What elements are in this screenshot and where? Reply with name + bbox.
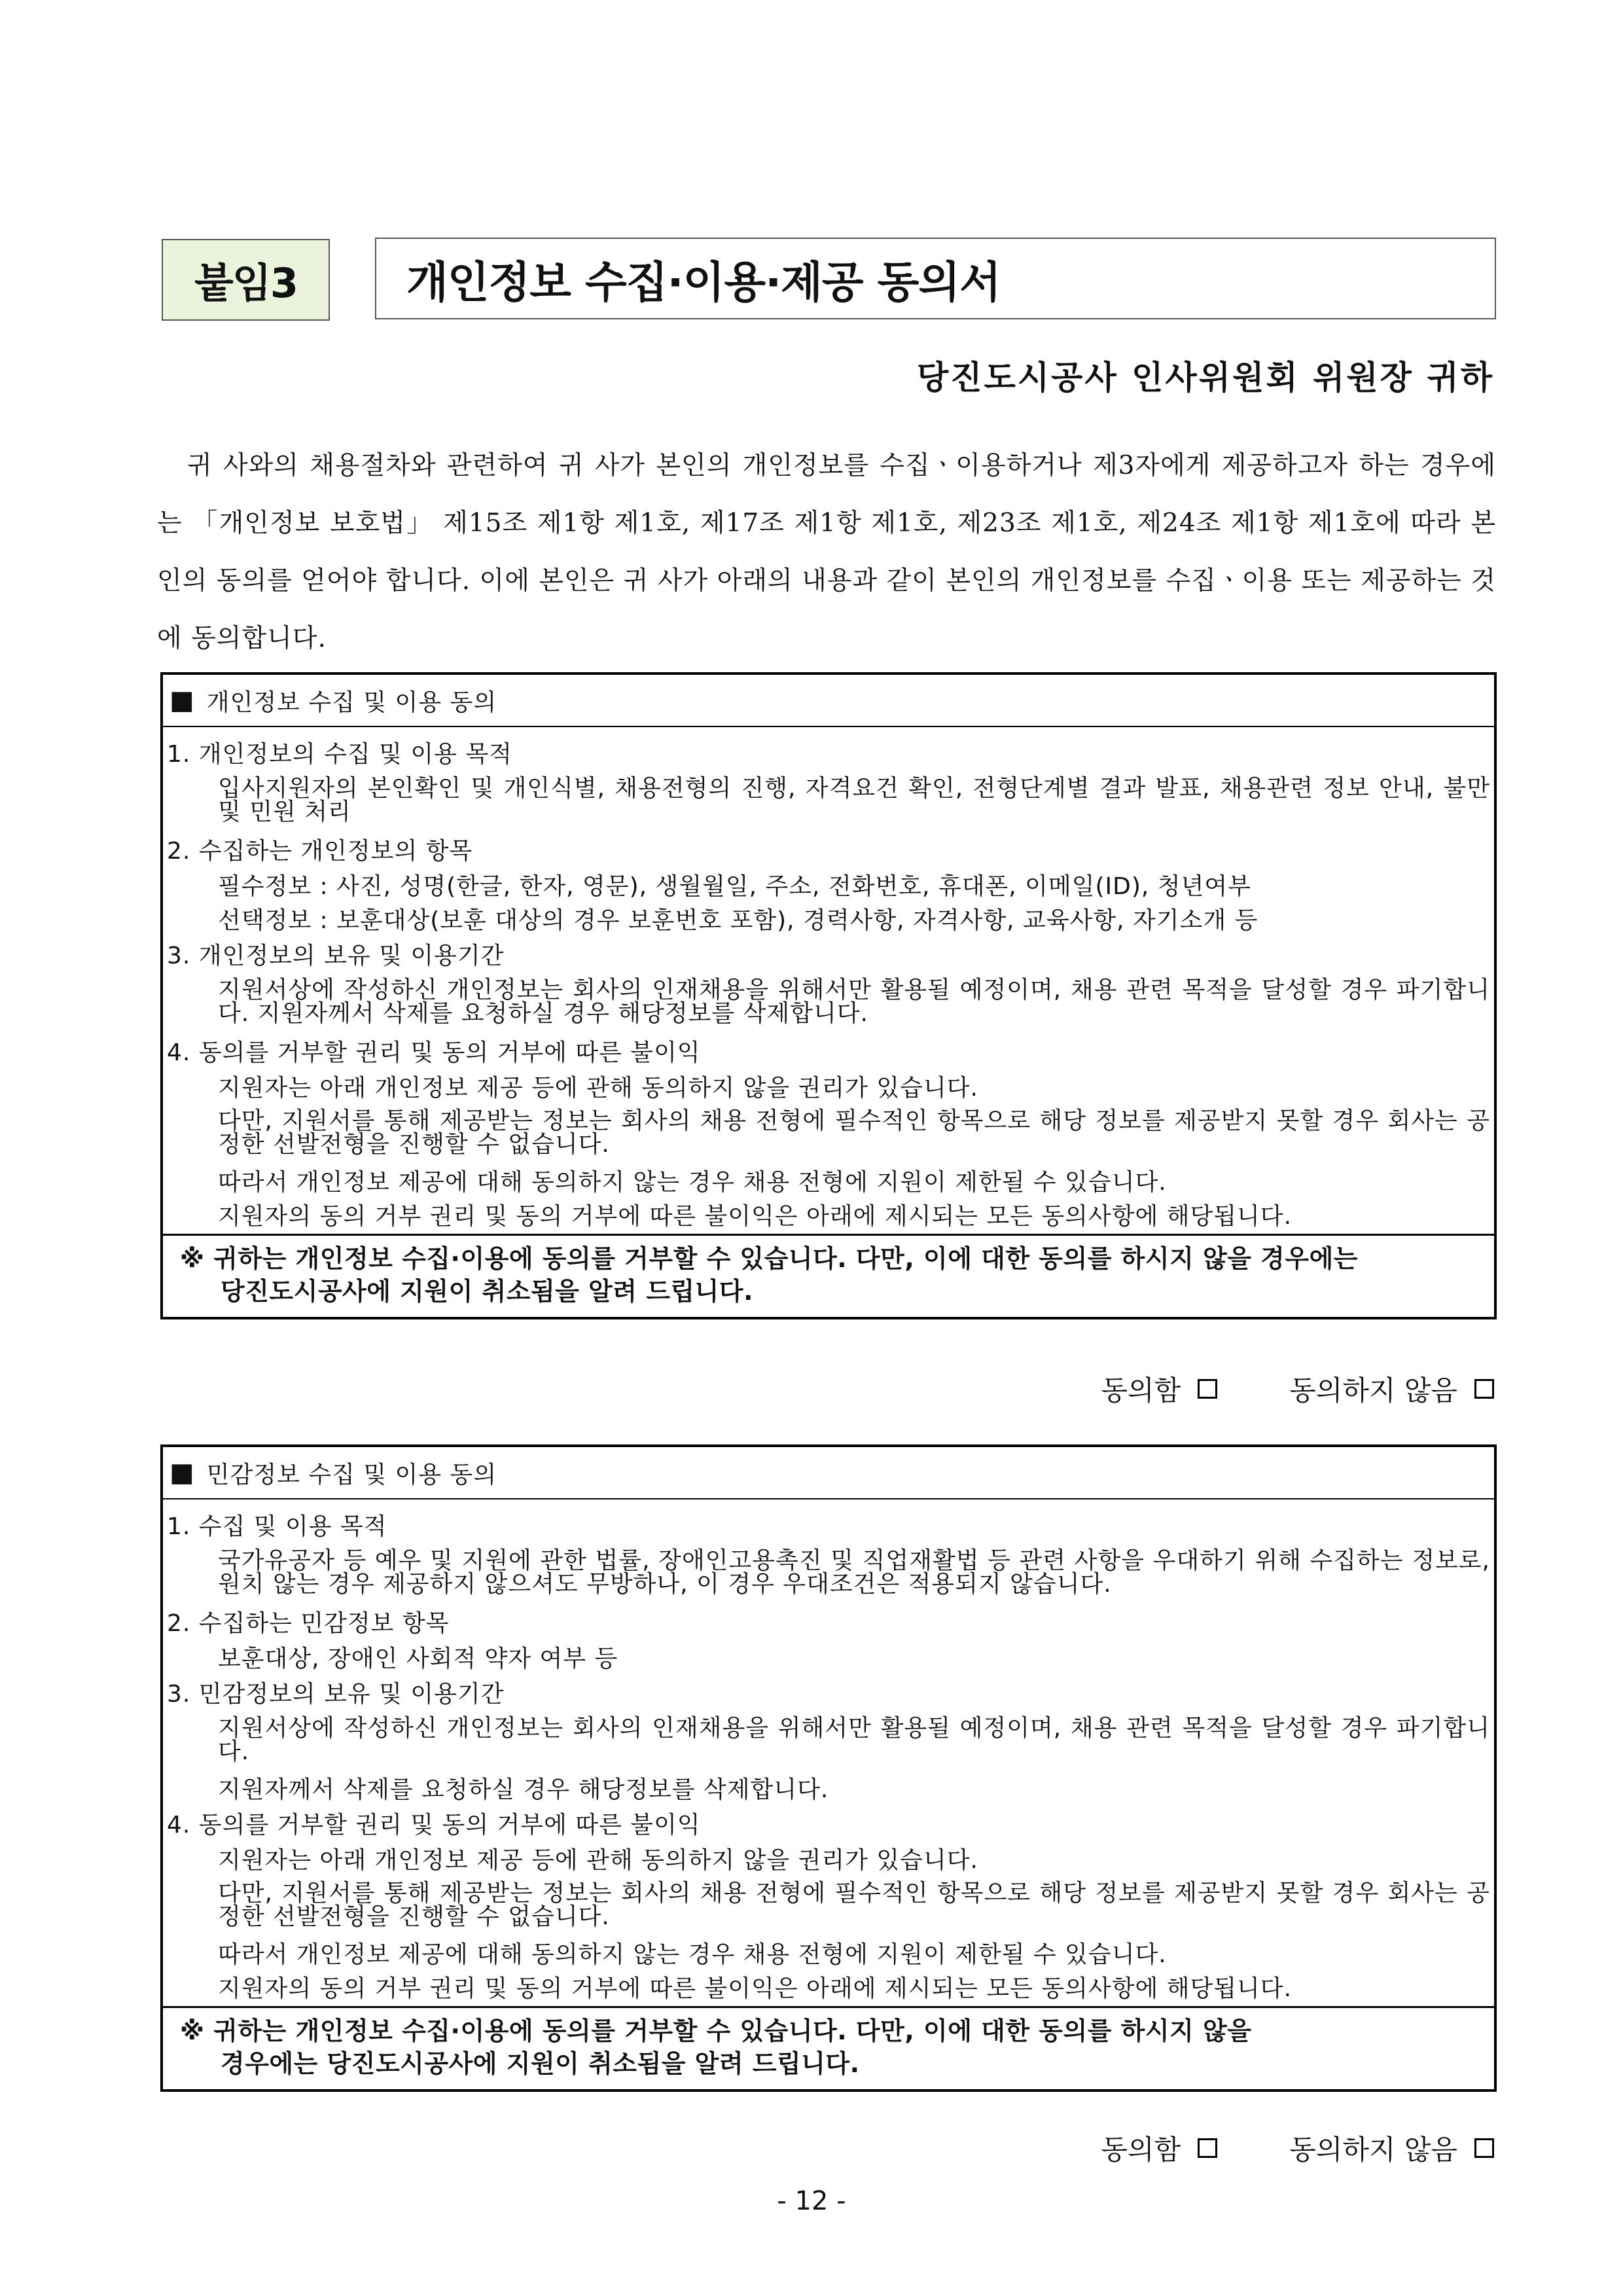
section-text: 지원서상에 작성하신 개인정보는 회사의 인재채용을 위해서만 활용될 예정이며, 채용 관련 목적을 달성할 경우 파기합니다. <box>218 1715 1490 1765</box>
notice-line: ※ 귀하는 개인정보 수집·이용에 동의를 거부할 수 있습니다. 다만, 이에 대한 동의를 하시지 않을 경우에는 <box>180 1244 1358 1273</box>
section-title: 4. 동의를 거부할 권리 및 동의 거부에 따른 불이익 <box>167 1812 701 1839</box>
consent-row-2 <box>1101 2128 1494 2168</box>
box-heading-text: 민감정보 수집 및 이용 동의 <box>206 1461 497 1488</box>
section-text: 다만, 지원서를 통해 제공받는 정보는 회사의 채용 전형에 필수적인 항목으로 해당 정보를 제공받지 못할 경우 회사는 공정한 선발전형을 진행할 수 없습니다. <box>218 1107 1490 1158</box>
section-text: 따라서 개인정보 제공에 대해 동의하지 않는 경우 채용 전형에 지원이 제한될 수 있습니다. <box>218 1169 1167 1196</box>
agree-label: 동의함 <box>1101 1374 1181 1407</box>
section-text: 지원자는 아래 개인정보 제공 등에 관해 동의하지 않을 권리가 있습니다. <box>218 1075 978 1102</box>
black-square-icon: ■ <box>169 685 195 715</box>
section-text: 선택정보 : 보훈대상(보훈 대상의 경우 보훈번호 포함), 경력사항, 자격사항, 교육사항, 자기소개 등 <box>218 907 1258 934</box>
disagree-checkbox[interactable] <box>1474 2138 1494 2158</box>
agree-checkbox[interactable] <box>1198 2138 1217 2158</box>
section-title: 2. 수집하는 개인정보의 항목 <box>167 838 473 865</box>
agree-checkbox[interactable] <box>1198 1379 1217 1399</box>
section-title: 3. 민감정보의 보유 및 이용기간 <box>167 1681 505 1708</box>
section-title: 2. 수집하는 민감정보 항목 <box>167 1610 450 1637</box>
section-text: 입사지원자의 본인확인 및 개인식별, 채용전형의 진행, 자격요건 확인, 전형단계별 결과 발표, 채용관련 정보 안내, 불만 및 민원 처리 <box>218 775 1490 825</box>
section-text: 국가유공자 등 예우 및 지원에 관한 법률, 장애인고용촉진 및 직업재활법 등 관련 사항을 우대하기 위해 수집하는 정보로, 원치 않는 경우 제공하지 않으셔도 무방하나, 이 경우 우대조건은 적용되지 않습니다. <box>218 1547 1490 1598</box>
recipient-line: 당진도시공사 인사위원회 위원장 귀하 <box>916 358 1494 397</box>
consent-row-1 <box>1101 1369 1494 1408</box>
document-title: 개인정보 수집·이용·제공 동의서 <box>375 238 1496 319</box>
sensitive-info-consent-box <box>160 1444 1497 2092</box>
notice-line: ※ 귀하는 개인정보 수집·이용에 동의를 거부할 수 있습니다. 다만, 이에 대한 동의를 하시지 않을 <box>180 2017 1252 2045</box>
section-text: 지원서상에 작성하신 개인정보는 회사의 인재채용을 위해서만 활용될 예정이며, 채용 관련 목적을 달성할 경우 파기합니다. 지원자께서 삭제를 요청하실 경우 해당정보를 삭제합니다. <box>218 977 1490 1027</box>
attachment-badge: 붙임3 <box>162 239 330 321</box>
section-title: 3. 개인정보의 보유 및 이용기간 <box>167 942 505 969</box>
box-heading <box>163 675 1494 727</box>
section-title: 1. 개인정보의 수집 및 이용 목적 <box>167 741 512 768</box>
intro-paragraph: 귀 사와의 채용절차와 관련하여 귀 사가 본인의 개인정보를 수집ㆍ이용하거나 제3자에게 제공하고자 하는 경우에는 「개인정보 보호법」 제15조 제1항 제1호, 제17조 제1항 제1호, 제23조 제1호, 제24조 제1항 제1호에 따라 본인의 동의를 얻어야 합니다. 이에 본인은 귀 사가 아래의 내용과 같이 본인의 개인정보를 수집ㆍ이용 또는 제공하는 것에 동의합니다. <box>157 451 1496 653</box>
section-text: 지원자께서 삭제를 요청하실 경우 해당정보를 삭제합니다. <box>218 1776 829 1803</box>
section-text: 지원자의 동의 거부 권리 및 동의 거부에 따른 불이익은 아래에 제시되는 모든 동의사항에 해당됩니다. <box>218 1203 1293 1230</box>
section-title: 4. 동의를 거부할 권리 및 동의 거부에 따른 불이익 <box>167 1039 701 1066</box>
section-text: 따라서 개인정보 제공에 대해 동의하지 않는 경우 채용 전형에 지원이 제한될 수 있습니다. <box>218 1941 1167 1968</box>
section-title: 1. 수집 및 이용 목적 <box>167 1513 387 1540</box>
disagree-label: 동의하지 않음 <box>1289 1374 1457 1407</box>
black-square-icon: ■ <box>169 1458 195 1488</box>
section-text: 지원자는 아래 개인정보 제공 등에 관해 동의하지 않을 권리가 있습니다. <box>218 1847 978 1874</box>
section-text: 필수정보 : 사진, 성명(한글, 한자, 영문), 생월월일, 주소, 전화번호, 휴대폰, 이메일(ID), 청년여부 <box>218 873 1251 900</box>
box-heading <box>163 1447 1494 1499</box>
box-heading-text: 개인정보 수집 및 이용 동의 <box>206 689 497 716</box>
page-number: - 12 - <box>777 2186 846 2216</box>
section-text: 보훈대상, 장애인 사회적 약자 여부 등 <box>218 1645 618 1672</box>
section-text: 다만, 지원서를 통해 제공받는 정보는 회사의 채용 전형에 필수적인 항목으로 해당 정보를 제공받지 못할 경우 회사는 공정한 선발전형을 진행할 수 없습니다. <box>218 1880 1490 1930</box>
notice-line: 당진도시공사에 지원이 취소됨을 알려 드립니다. <box>221 1277 754 1306</box>
section-text: 지원자의 동의 거부 권리 및 동의 거부에 따른 불이익은 아래에 제시되는 모든 동의사항에 해당됩니다. <box>218 1975 1293 2002</box>
agree-label: 동의함 <box>1101 2134 1181 2166</box>
disagree-label: 동의하지 않음 <box>1289 2134 1457 2166</box>
disagree-checkbox[interactable] <box>1474 1379 1494 1399</box>
notice-line: 경우에는 당진도시공사에 지원이 취소됨을 알려 드립니다. <box>221 2049 860 2078</box>
personal-info-consent-box <box>160 672 1497 1319</box>
refusal-notice <box>163 1234 1494 1317</box>
refusal-notice <box>163 2006 1494 2089</box>
